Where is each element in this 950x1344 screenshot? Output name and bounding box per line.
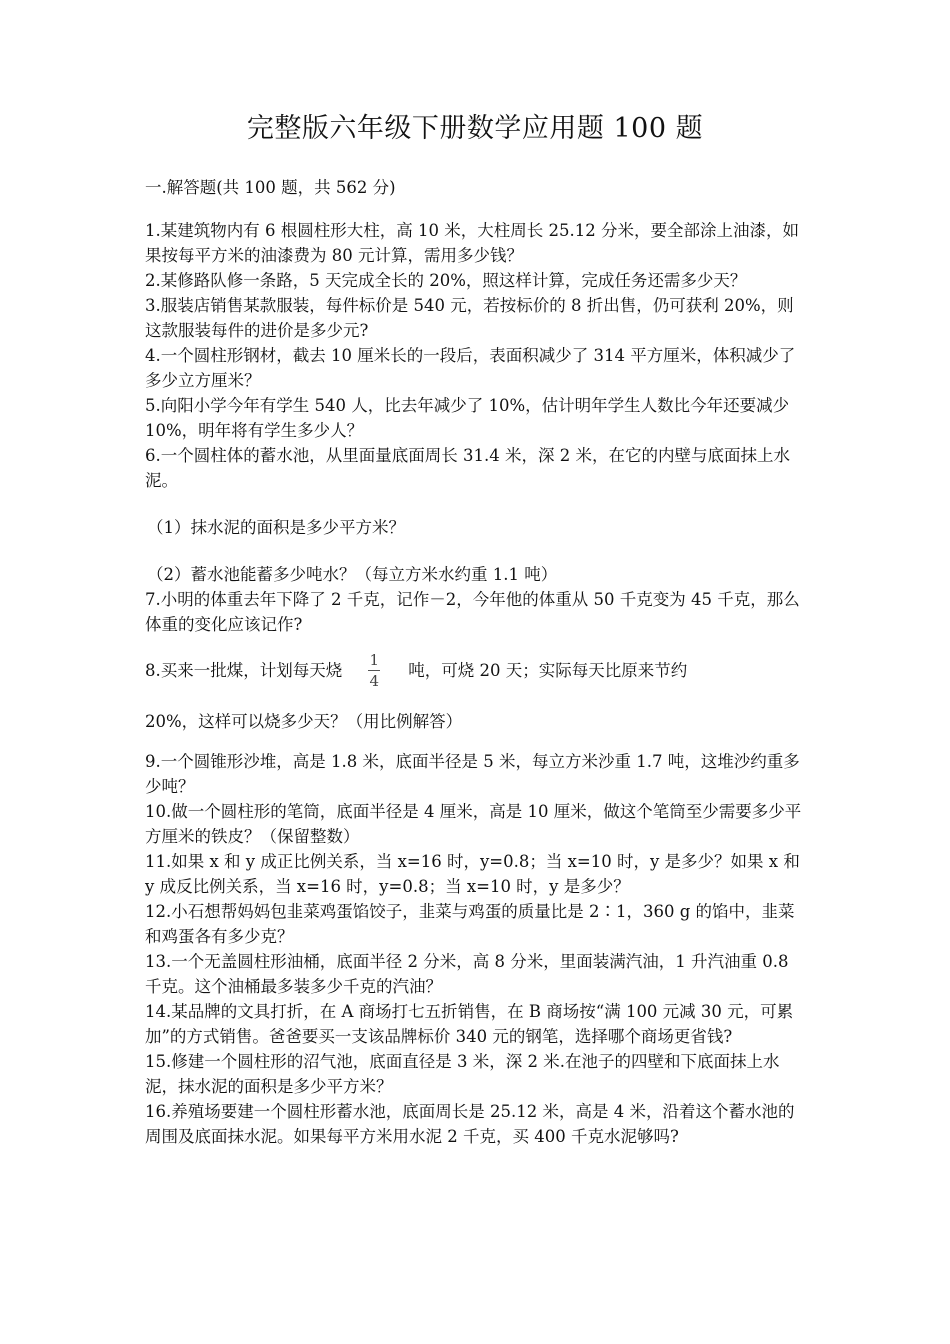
question-4: 4.一个圆柱形钢材，截去 10 厘米长的一段后，表面积减少了 314 平方厘米，体积减少了多少立方厘米？ — [145, 346, 796, 390]
question-16: 16.养殖场要建一个圆柱形蓄水池，底面周长是 25.12 米，高是 4 米，沿着这个蓄水池的周围及底面抹水泥。如果每平方米用水泥 2 千克，买 400 千克水泥够吗? — [145, 1102, 795, 1146]
question-list — [145, 218, 810, 1149]
question-7: 7.小明的体重去年下降了 2 千克，记作－2，今年他的体重从 50 千克变为 45 千克，那么体重的变化应该记作? — [145, 590, 800, 634]
question-8-part-1: 8.买来一批煤，计划每天烧 — [145, 660, 343, 680]
question-8-line — [145, 647, 810, 693]
question-15: 15.修建一个圆柱形的沼气池，底面直径是 3 米，深 2 米.在池子的四壁和下底面抹上水泥，抹水泥的面积是多少平方米？ — [145, 1052, 780, 1096]
question-8-part-3: 20%，这样可以烧多少天？（用比例解答） — [145, 712, 463, 731]
question-3: 3.服装店销售某款服装，每件标价是 540 元，若按标价的 8 折出售，仍可获利 20%，则这款服装每件的进价是多少元? — [145, 296, 794, 340]
section-heading: 一.解答题(共 100 题，共 562 分) — [145, 178, 396, 197]
question-6-sub-1: （1）抹水泥的面积是多少平方米？ — [147, 518, 405, 537]
question-9: 9.一个圆锥形沙堆，高是 1.8 米，底面半径是 5 米，每立方米沙重 1.7 吨，这堆沙约重多少吨？ — [145, 752, 800, 796]
question-10: 10.做一个圆柱形的笔筒，底面半径是 4 厘米，高是 10 厘米，做这个笔筒至少需要多少平方厘米的铁皮？（保留整数） — [145, 802, 802, 846]
fraction-denominator: 4 — [369, 671, 380, 690]
fraction-numerator: 1 — [369, 650, 380, 669]
question-12: 12.小石想帮妈妈包韭菜鸡蛋馅饺子，韭菜与鸡蛋的质量比是 2∶1，360 g 的馅中，韭菜和鸡蛋各有多少克？ — [145, 902, 795, 946]
question-1: 1.某建筑物内有 6 根圆柱形大柱，高 10 米，大柱周长 25.12 分米，要全部涂上油漆，如果按每平方米的油漆费为 80 元计算，需用多少钱？ — [145, 221, 799, 265]
question-6: 6.一个圆柱体的蓄水池，从里面量底面周长 31.4 米，深 2 米，在它的内壁与底面抹上水泥。 — [145, 446, 790, 490]
question-5: 5.向阳小学今年有学生 540 人，比去年减少了 10%，估计明年学生人数比今年还要减少 10%，明年将有学生多少人？ — [145, 396, 790, 440]
question-6-sub-2: （2）蓄水池能蓄多少吨水？（每立方米水约重 1.1 吨） — [147, 565, 558, 584]
fraction-one-quarter — [368, 652, 380, 689]
question-2: 2.某修路队修一条路，5 天完成全长的 20%，照这样计算，完成任务还需多少天？ — [145, 271, 747, 290]
question-8-part-2: 吨，可烧 20 天；实际每天比原来节约 — [408, 660, 688, 680]
page-title: 完整版六年级下册数学应用题 100 题 — [246, 113, 704, 144]
question-11: 11.如果 x 和 y 成正比例关系，当 x=16 时，y=0.8；当 x=10 时，y 是多少？如果 x 和 y 成反比例关系，当 x=16 时，y=0.8；当 x=10 时，y 是多少？ — [145, 852, 800, 896]
question-13: 13.一个无盖圆柱形油桶，底面半径 2 分米，高 8 分米，里面装满汽油，1 升汽油重 0.8 千克。这个油桶最多装多少千克的汽油？ — [145, 952, 789, 996]
fraction-bar — [368, 670, 380, 671]
question-14: 14.某品牌的文具打折，在 A 商场打七五折销售，在 B 商场按“满 100 元减 30 元，可累加”的方式销售。爸爸要买一支该品牌标价 340 元的钢笔，选择哪个商场更省钱? — [145, 1002, 794, 1046]
